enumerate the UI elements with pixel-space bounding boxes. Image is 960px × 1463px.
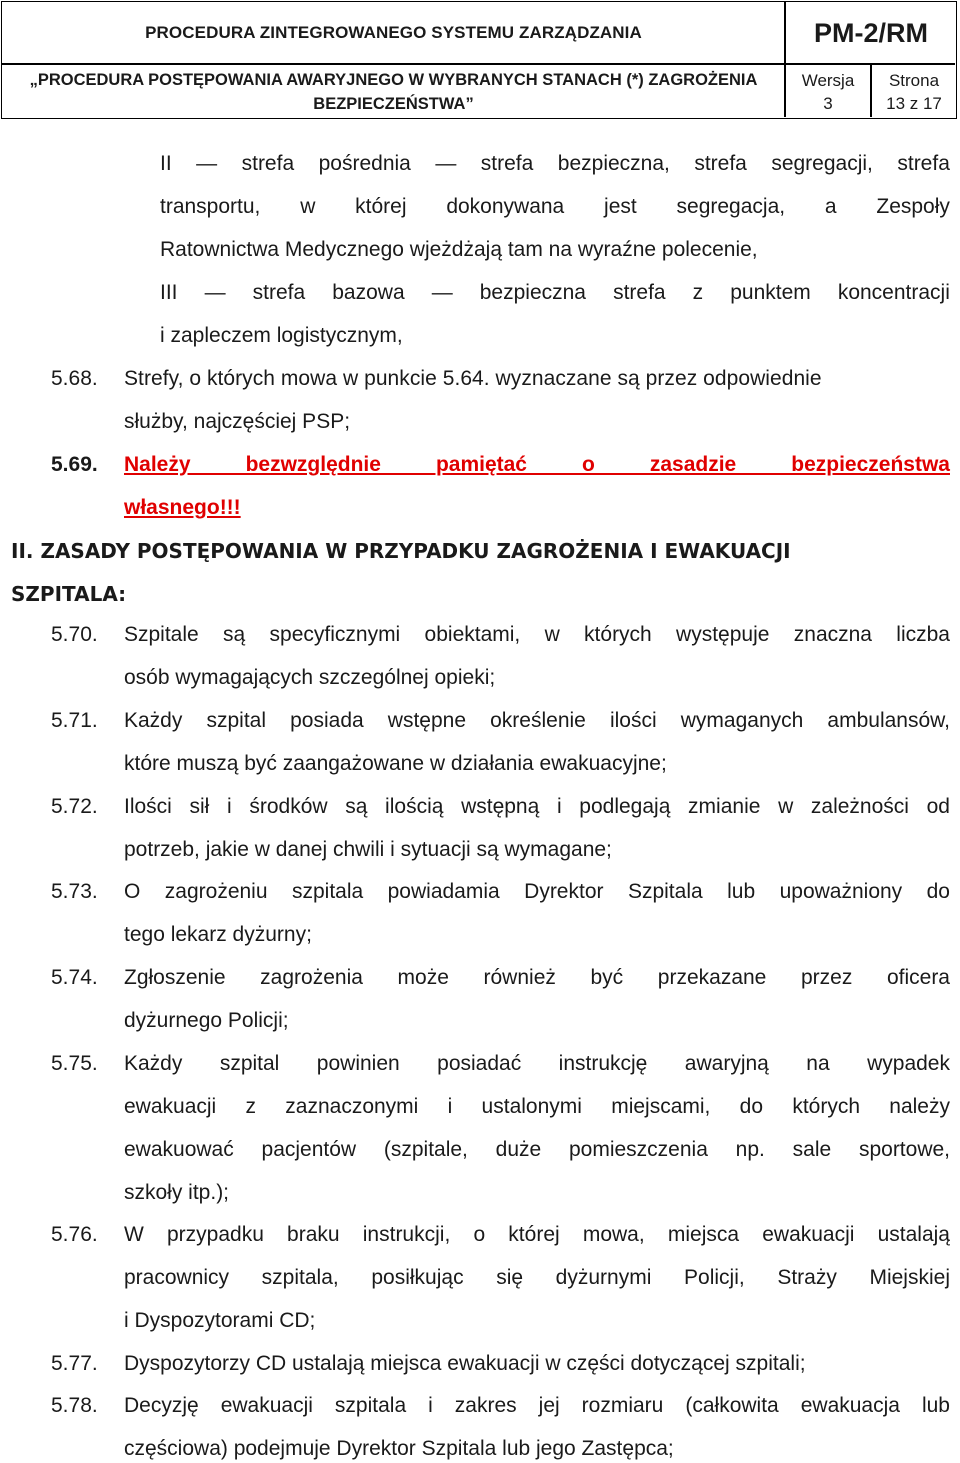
version-cell <box>785 64 871 119</box>
item-text-line: Strefy, o których mowa w punkcie 5.64. wyznaczane są przez odpowiednie <box>124 367 822 390</box>
item-number: 5.78. <box>51 1394 98 1417</box>
item-text-line: Szpitale są specyficznymi obiektami, w których występuje znaczna liczba <box>124 623 950 646</box>
item-number: 5.76. <box>51 1223 98 1246</box>
document-header <box>1 1 957 119</box>
zone-2-line: transportu, w której dokonywana jest segregacja, a Zespoły <box>160 195 950 218</box>
item-text-line: tego lekarz dyżurny; <box>124 923 312 946</box>
item-text-line: szkoły itp.); <box>124 1181 230 1204</box>
item-number: 5.74. <box>51 966 98 989</box>
document-code: PM-2/RM <box>814 17 928 48</box>
item-text-line: Każdy szpital powinien posiadać instrukcję awaryjną na wypadek <box>124 1052 950 1075</box>
item-text-line: potrzeb, jakie w danej chwili i sytuacji są wymagane; <box>124 838 612 861</box>
item-number: 5.69. <box>51 453 98 476</box>
zone-2-line: II — strefa pośrednia — strefa bezpieczna, strefa segregacji, strefa <box>160 152 950 175</box>
version-label: Wersja <box>801 70 855 90</box>
header-title: PROCEDURA ZINTEGROWANEGO SYSTEMU ZARZĄDZANIA <box>145 23 642 42</box>
item-text-line: częściowa) podejmuje Dyrektor Szpitala lub jego Zastępca; <box>124 1437 674 1460</box>
item-text-line: Każdy szpital posiada wstępne określenie ilości wymaganych ambulansów, <box>124 709 950 732</box>
item-text-line: ewakuacji z zaznaczonymi i ustalonymi miejscami, do których należy <box>124 1095 950 1118</box>
item-number: 5.77. <box>51 1352 98 1375</box>
item-number: 5.72. <box>51 795 98 818</box>
zone-2-line: Ratownictwa Medycznego wjeżdżają tam na wyraźne polecenie, <box>160 238 758 261</box>
item-text-line: pracownicy szpitala, posiłkując się dyżurnymi Policji, Straży Miejskiej <box>124 1266 950 1289</box>
safety-warning-line: własnego!!! <box>124 496 241 519</box>
item-text-line: Decyzję ewakuacji szpitala i zakres jej rozmiaru (całkowita ewakuacja lub <box>124 1394 950 1417</box>
item-text-line: O zagrożeniu szpitala powiadamia Dyrektor Szpitala lub upoważniony do <box>124 880 950 903</box>
item-text-line: które muszą być zaangażowane w działania ewakuacyjne; <box>124 752 667 775</box>
item-text-line: służby, najczęściej PSP; <box>124 410 351 433</box>
item-text-line: ewakuować pacjentów (szpitale, duże pomieszczenia np. sale sportowe, <box>124 1138 950 1161</box>
safety-warning-line: Należy bezwzględnie pamiętać o zasadzie bezpieczeństwa <box>124 453 950 476</box>
item-text-line: Ilości sił i środków są ilością wstępną i podlegają zmianie w zależności od <box>124 795 950 818</box>
zone-3-line: III — strefa bazowa — bezpieczna strefa z punktem koncentracji <box>160 281 950 304</box>
item-text-line: Zgłoszenie zagrożenia może również być przekazane przez oficera <box>124 966 950 989</box>
item-text-line: W przypadku braku instrukcji, o której mowa, miejsca ewakuacji ustalają <box>124 1223 950 1246</box>
item-number: 5.70. <box>51 623 98 646</box>
version-value: 3 <box>823 93 833 113</box>
item-text-line: Dyspozytorzy CD ustalają miejsca ewakuacji w części dotyczącej szpitali; <box>124 1352 806 1375</box>
item-number: 5.75. <box>51 1052 98 1075</box>
header-subtitle: „PROCEDURA POSTĘPOWANIA AWARYJNEGO W WYBRANYCH STANACH (*) ZAGROŻENIA BEZPIECZEŃSTWA” <box>29 70 758 113</box>
zone-3-line: i zapleczem logistycznym, <box>160 324 403 347</box>
page-value: 13 z 17 <box>886 93 942 113</box>
item-text-line: i Dyspozytorami CD; <box>124 1309 316 1332</box>
item-number: 5.71. <box>51 709 98 732</box>
item-text-line: dyżurnego Policji; <box>124 1009 289 1032</box>
item-number: 5.68. <box>51 367 98 390</box>
item-text-line: osób wymagających szczególnej opieki; <box>124 666 496 689</box>
section-heading: SZPITALA: <box>11 582 127 606</box>
section-heading: II. ZASADY POSTĘPOWANIA W PRZYPADKU ZAGROŻENIA I EWAKUACJI <box>11 539 791 563</box>
page-cell <box>871 64 957 119</box>
page-label: Strona <box>888 70 940 90</box>
item-number: 5.73. <box>51 880 98 903</box>
